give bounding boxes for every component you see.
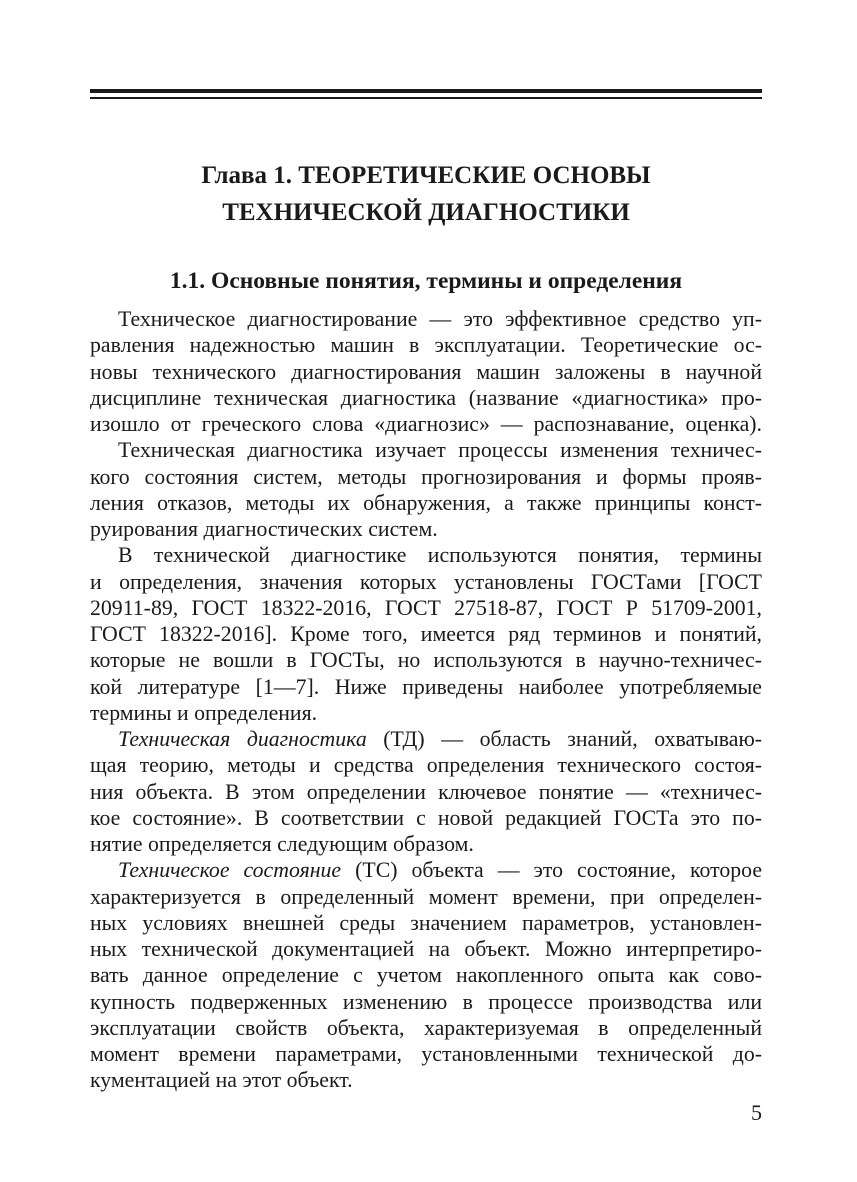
- text-line: кого состояния систем, методы прогнозирования и формы прояв-: [90, 464, 762, 489]
- text-line: дисциплине техническая диагностика (название «диагностика» про-: [90, 385, 762, 410]
- text-line: термины и определения.: [90, 700, 318, 725]
- term-italic: Техническое состояние: [118, 858, 342, 883]
- text-line: кое состояние». В соответствии с новой редакцией ГОСТа это по-: [90, 805, 762, 830]
- text-line: ГОСТ 18322-2016]. Кроме того, имеется ряд терминов и понятий,: [90, 622, 762, 646]
- text-fragment: (ТД) — область знаний, охватываю-: [366, 727, 762, 751]
- text-line: равления надежностью машин в эксплуатации. Теоретические ос-: [90, 333, 762, 358]
- chapter-title-line-2: ТЕХНИЧЕСКОЙ ДИАГНОСТИКИ: [222, 199, 630, 226]
- text-line: купность подверженных изменению в процессе производства или: [90, 989, 762, 1014]
- paragraph-1: [90, 306, 762, 437]
- text-line: которые не вошли в ГОСТы, но используются в научно-техничес-: [90, 648, 762, 673]
- body-text: [90, 306, 762, 1094]
- text-line: эксплуатации свойств объекта, характеризуемая в определенный: [90, 1015, 762, 1040]
- text-line: кой литературе [1—7]. Ниже приведены наиболее употребляемые: [90, 674, 762, 699]
- chapter-title: [90, 157, 762, 231]
- text-fragment: (ТС) объекта — это состояние, которое: [341, 858, 762, 883]
- text-line: кументацией на этот объект.: [90, 1068, 353, 1093]
- text-line: [118, 857, 762, 883]
- paragraph-5: [90, 857, 762, 1093]
- text-line: ления отказов, методы их обнаружения, а также принципы конст-: [90, 490, 762, 515]
- chapter-title-line-1: Глава 1. ТЕОРЕТИЧЕСКИЕ ОСНОВЫ: [201, 162, 651, 189]
- text-line: изошло от греческого слова «диагнозис» — распознавание, оценка).: [90, 412, 762, 436]
- text-line: и определения, значения которых установлены ГОСТами [ГОСТ: [90, 569, 762, 594]
- text-line: момент времени параметрами, установленными технической до-: [90, 1042, 762, 1066]
- header-rule-thin: [90, 97, 762, 99]
- paragraph-4: [90, 726, 762, 857]
- text-line: ных условиях внешней среды значением параметров, установлен-: [90, 910, 762, 935]
- header-rule-thick: [90, 89, 762, 93]
- text-line: вать данное определение с учетом накопленного опыта как сово-: [90, 963, 762, 988]
- text-line: ных технической документацией на объект. Можно интерпретиро-: [90, 937, 762, 961]
- text-line: характеризуется в определенный момент времени, при определен-: [90, 884, 762, 909]
- text-line: Техническое диагностирование — это эффективное средство уп-: [118, 307, 762, 331]
- paragraph-3: [90, 542, 762, 726]
- text-line: Техническая диагностика изучает процессы изменения техничес-: [118, 438, 762, 463]
- text-line: В технической диагностике используются понятия, термины: [118, 543, 762, 568]
- text-line: руирования диагностических систем.: [90, 517, 438, 541]
- section-title: 1.1. Основные понятия, термины и определения: [169, 268, 683, 294]
- text-line: новы технического диагностирования машин заложены в научной: [90, 359, 762, 384]
- text-line: нятие определяется следующим образом.: [90, 832, 474, 856]
- term-italic: Техническая диагностика: [118, 727, 367, 751]
- text-line: щая теорию, методы и средства определения технического состоя-: [90, 753, 762, 778]
- text-line: ния объекта. В этом определении ключевое понятие — «техничес-: [90, 779, 762, 804]
- text-line: 20911-89, ГОСТ 18322-2016, ГОСТ 27518-87, ГОСТ Р 51709-2001,: [90, 595, 762, 620]
- text-line: [118, 726, 762, 752]
- page-number: 5: [751, 1100, 762, 1125]
- paragraph-2: [90, 437, 762, 542]
